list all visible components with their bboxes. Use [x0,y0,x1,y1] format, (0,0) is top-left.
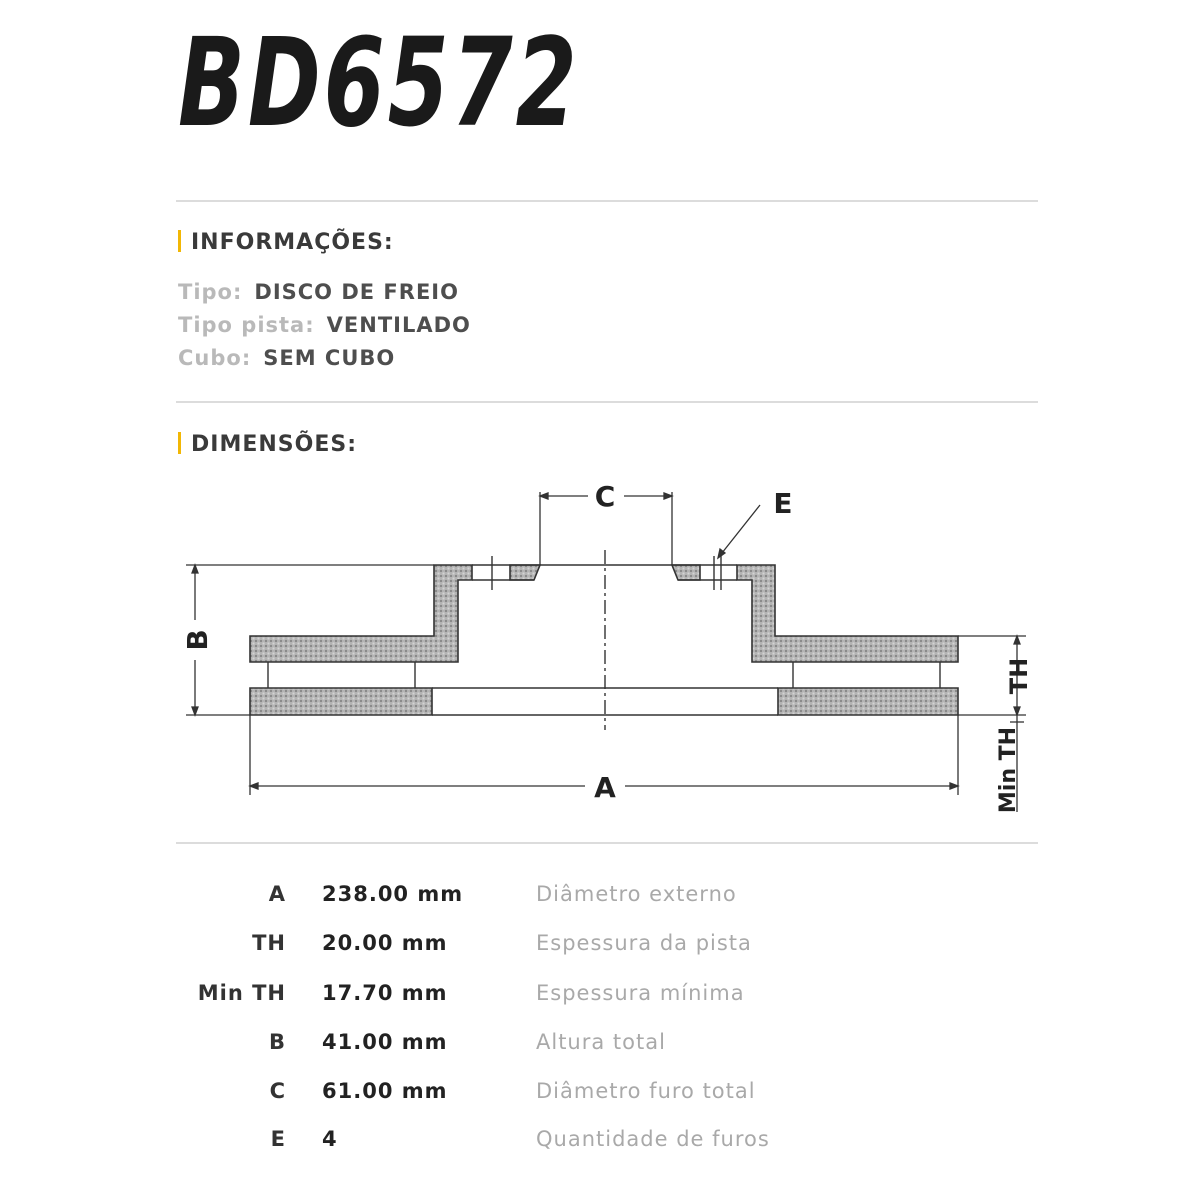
hub-left [510,565,540,580]
disc-right-upper [737,565,958,662]
spec-row [176,882,1038,922]
dim-label-e: E [773,487,793,520]
info-value: SEM CUBO [263,346,396,370]
dim-label-th: TH [1005,657,1033,695]
dim-label-a: A [594,771,616,804]
spec-value: 238.00 mm [322,882,464,906]
disc-right-lower [778,688,958,715]
spec-desc: Diâmetro furo total [536,1079,756,1103]
spec-row [176,1079,1038,1119]
spec-code: C [269,1079,286,1103]
hub-right [672,565,700,580]
info-label: Cubo: [178,346,252,370]
spec-value: 17.70 mm [322,981,448,1005]
dim-label-b: B [181,629,214,651]
spec-row [176,1030,1038,1070]
spec-desc: Espessura da pista [536,931,752,955]
spec-code: A [268,882,286,906]
spec-code: E [270,1127,286,1151]
spec-code: Min TH [197,981,286,1005]
dim-label-c: C [594,480,616,513]
info-label: Tipo pista: [178,313,315,337]
spec-code: B [268,1030,286,1054]
dimension-e [718,505,760,558]
dim-label-min-th: Min TH [996,726,1021,814]
dimensions-heading-text: DIMENSÕES: [191,432,357,457]
spec-value: 20.00 mm [322,931,448,955]
info-heading-text: INFORMAÇÕES: [191,230,394,255]
spec-desc: Diâmetro externo [536,882,737,906]
divider [176,842,1038,844]
info-value: DISCO DE FREIO [254,280,459,304]
disc-section [250,565,958,715]
disc-left-upper [250,565,472,662]
spec-value: 41.00 mm [322,1030,448,1054]
spec-value: 4 [322,1127,338,1151]
spec-row [176,1127,1038,1167]
spec-code: TH [252,931,286,955]
info-value: VENTILADO [326,313,471,337]
product-code: BD6572 [178,12,580,154]
disc-left-lower [250,688,432,715]
spec-desc: Quantidade de furos [536,1127,770,1151]
spec-row [176,981,1038,1021]
spec-desc: Espessura mínima [536,981,745,1005]
spec-value: 61.00 mm [322,1079,448,1103]
spec-row [176,931,1038,971]
info-label: Tipo: [178,280,243,304]
spec-desc: Altura total [536,1030,666,1054]
